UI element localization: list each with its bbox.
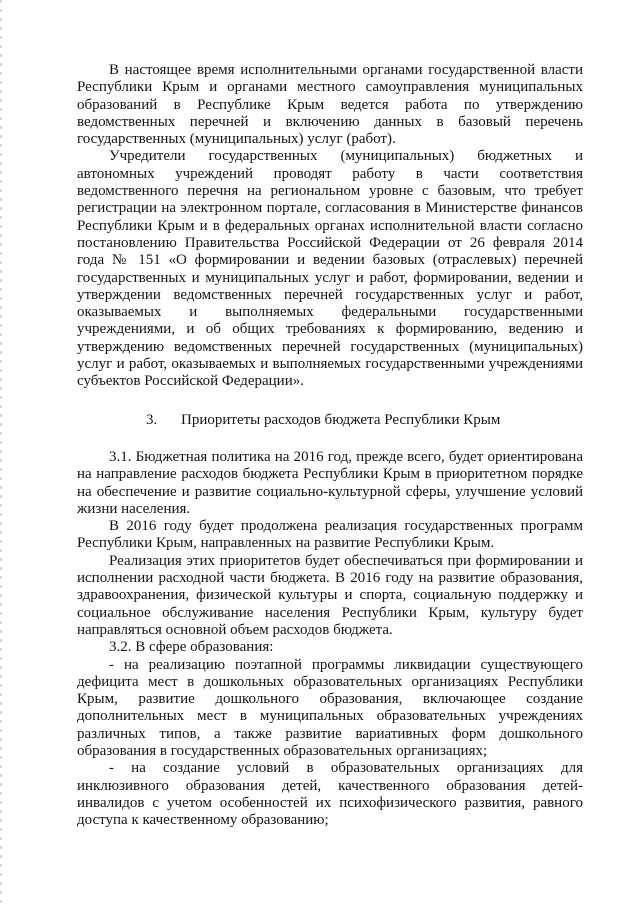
paragraph-section-2: В 2016 году будет продолжена реализация государственных программ Республики Крым, направленных на развитие Республики Крым.: [77, 518, 583, 552]
document-page: [77, 62, 583, 829]
section-title: Приоритеты расходов бюджета Республики Крым: [181, 411, 501, 428]
section-number: 3.: [146, 411, 158, 428]
paragraph-section-1: 3.1. Бюджетная политика на 2016 год, прежде всего, будет ориентирована на направление расходов бюджета Республики Крым в приоритетном порядке на обеспечение и развитие социально-культурной сферы, улучшение условий жизни населения.: [77, 448, 583, 517]
list-item: - на создание условий в образовательных организациях для инклюзивного образования детей, качественного образования детей-инвалидов с учетом особенностей их психофизического развития, равного доступа к качественному образованию;: [77, 760, 583, 829]
section-heading: [77, 412, 583, 429]
subsection-heading: 3.2. В сфере образования:: [109, 639, 274, 656]
paragraph-intro-1: В настоящее время исполнительными органами государственной власти Республики Крым и органами местного самоуправления муниципальных образований в Республике Крым ведется работа по утверждению ведомственных перечней и включению данных в базовый перечень государственных (муниципальных) услуг (работ).: [77, 62, 583, 148]
list-item: - на реализацию поэтапной программы ликвидации существующего дефицита мест в дошкольных образовательных организациях Республики Крым, развитие дошкольного образования, включающее создание дополнительных мест в муниципальных образовательных учреждениях различных типов, а также развитие вариативных форм дошкольного образования в государственных образовательных организациях;: [77, 656, 583, 759]
scan-edge-artifact: [0, 0, 2, 905]
paragraph-intro-2: Учредители государственных (муниципальных) бюджетных и автономных учреждений проводят работу в части соответствия ведомственного перечня на региональном уровне с базовым, что требует регистрации на электронном портале, согласования в Министерстве финансов Республики Крым и в федеральных органах исполнительной власти согласно постановлению Правительства Российской Федерации от 26 февраля 2014 года № 151 «О формировании и ведении базовых (отраслевых) перечней государственных и муниципальных услуг и работ, формировании, ведении и утверждении ведомственных перечней государственных услуг и работ, оказываемых и выполняемых федеральными государственными учреждениями, и об общих требованиях к формированию, ведению и утверждению ведомственных перечней государственных (муниципальных) услуг и работ, оказываемых и выполняемых государственными учреждениями субъектов Российской Федерации».: [77, 148, 583, 390]
paragraph-section-3: Реализация этих приоритетов будет обеспечиваться при формировании и исполнении расходной части бюджета. В 2016 году на развитие образования, здравоохранения, физической культуры и спорта, социальную поддержку и социальное обслуживание населения Республики Крым, культуру будет направляться основной объем расходов бюджета.: [77, 552, 583, 638]
